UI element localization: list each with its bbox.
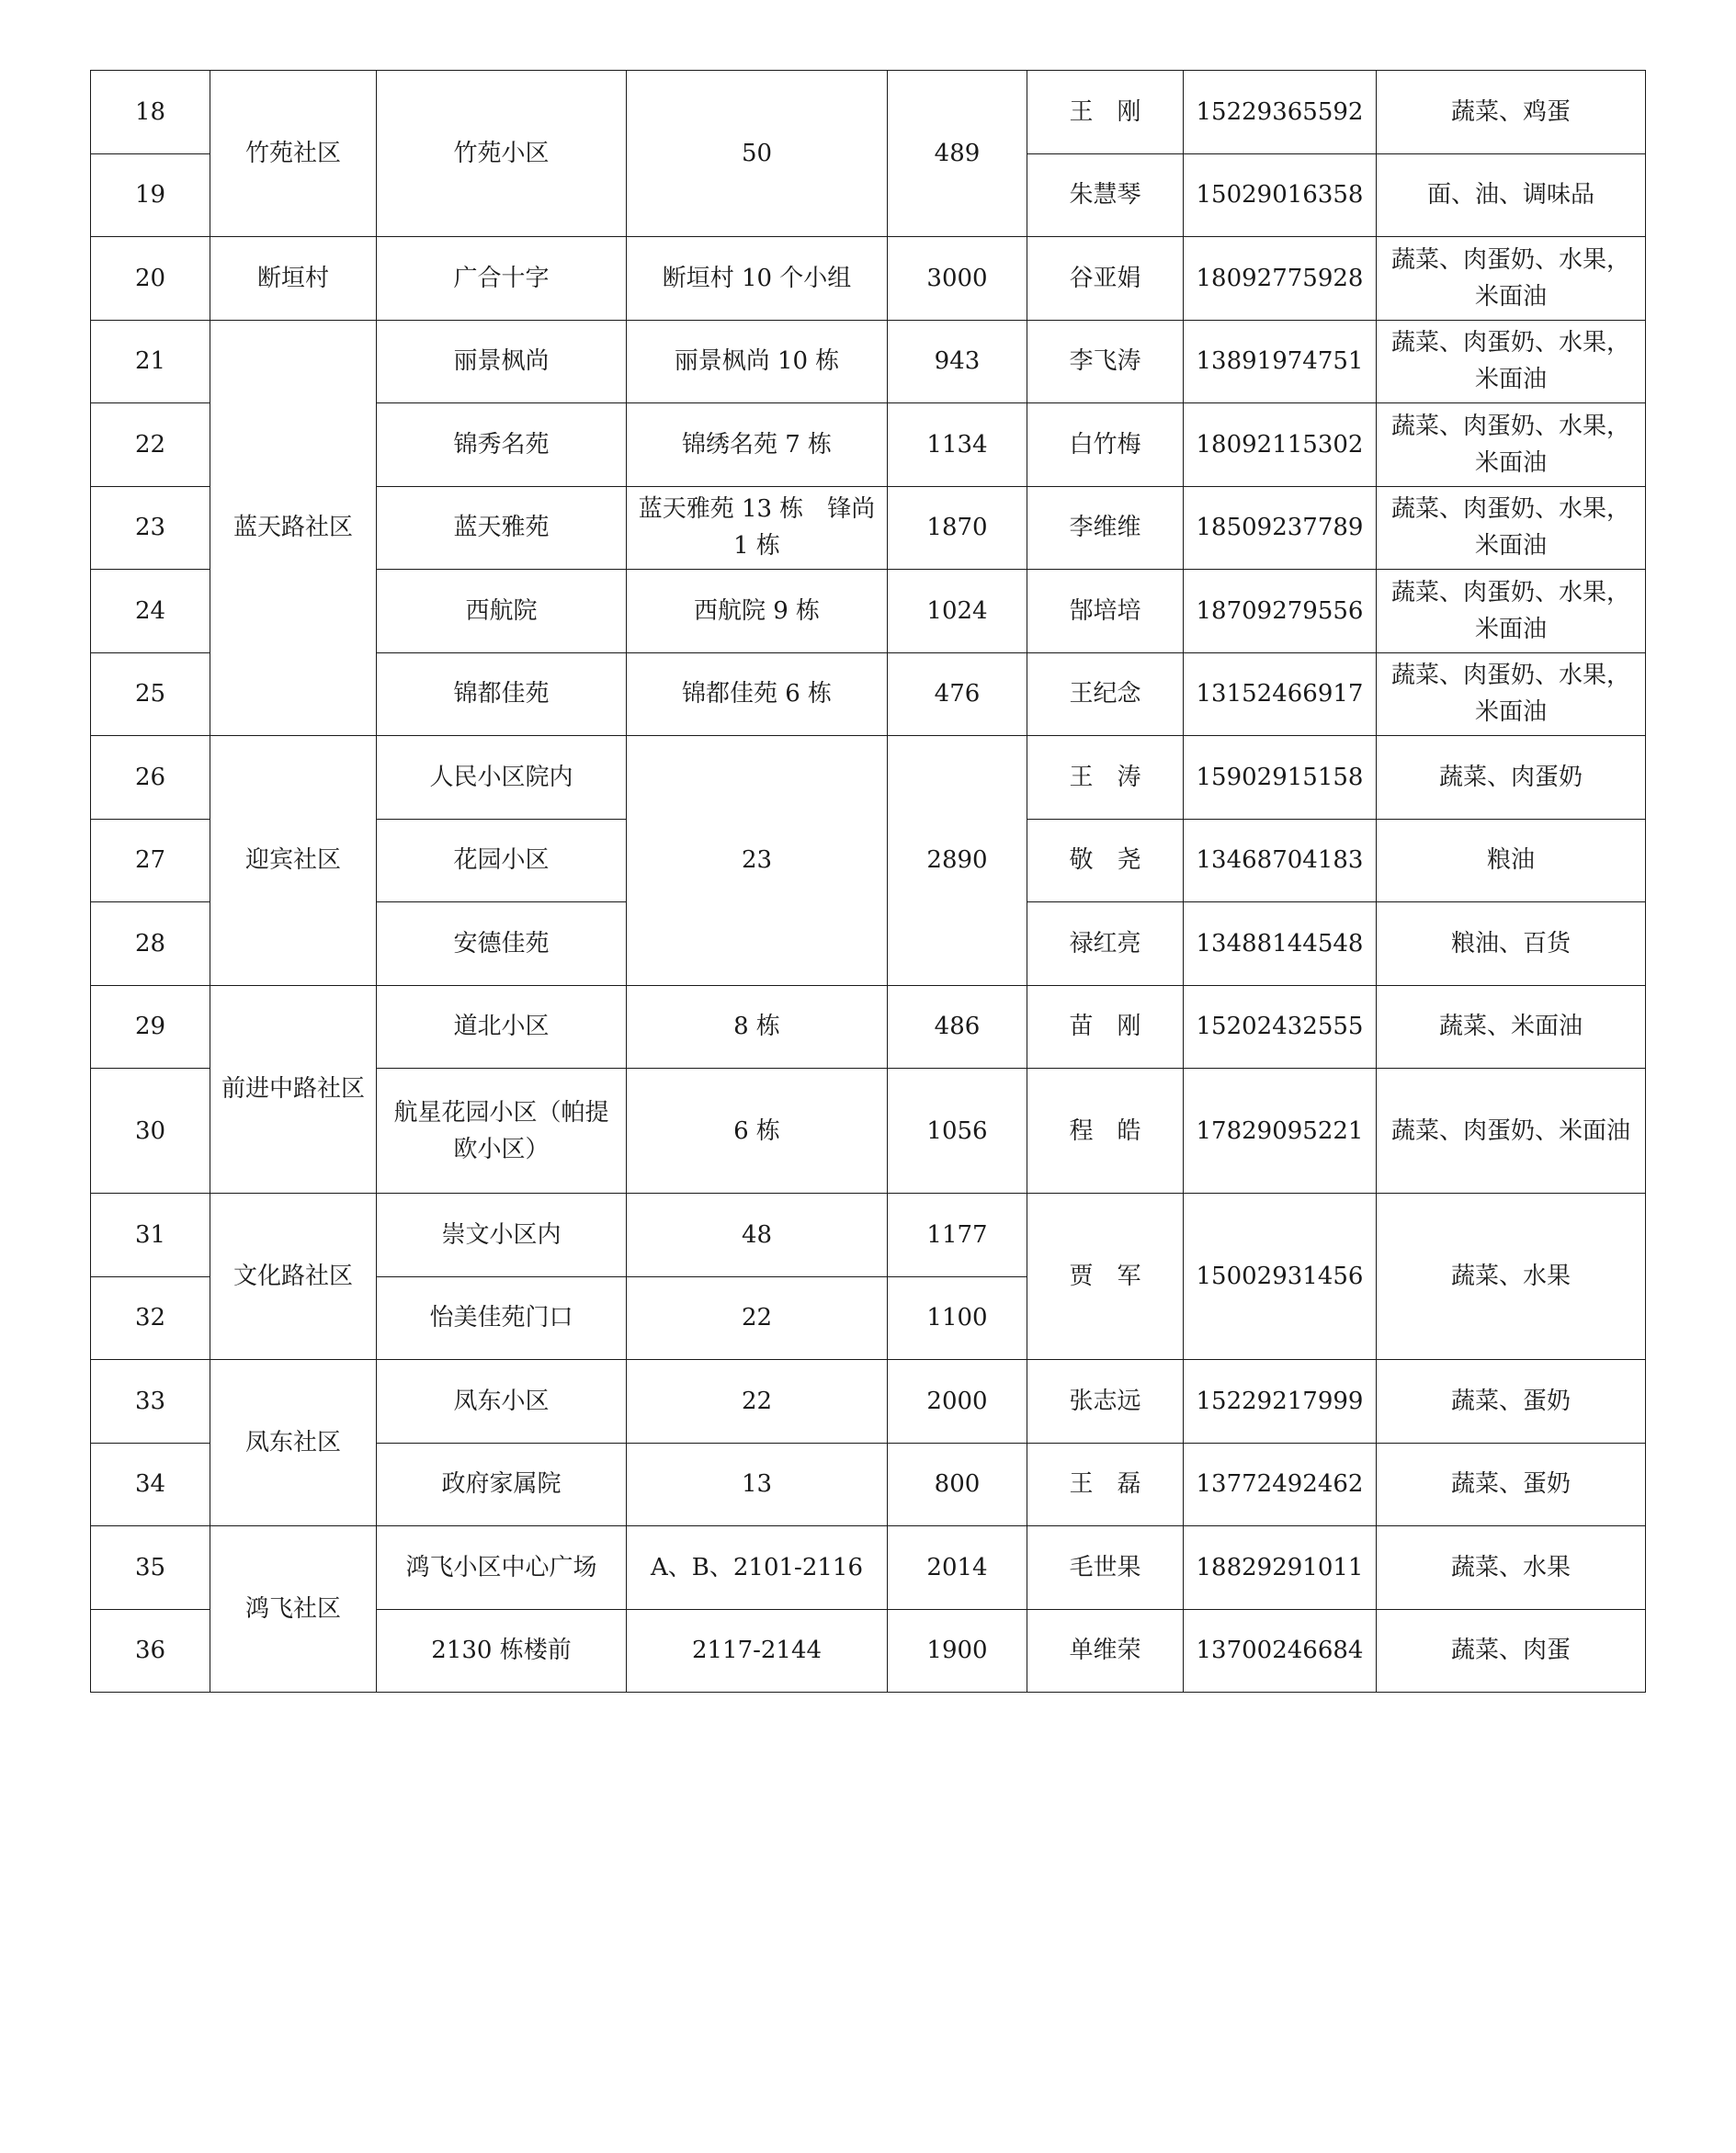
community-cell: 竹苑社区: [210, 71, 377, 237]
coverage-cell: 8 栋: [627, 985, 888, 1069]
phone-cell: 13152466917: [1184, 652, 1377, 736]
location-cell: 政府家属院: [377, 1443, 627, 1526]
households-cell: 2890: [888, 736, 1027, 986]
households-cell: 943: [888, 320, 1027, 403]
row-number: 28: [91, 902, 210, 986]
phone-cell: 15229217999: [1184, 1360, 1377, 1444]
contact-cell: 王纪念: [1027, 652, 1184, 736]
row-number: 32: [91, 1276, 210, 1360]
coverage-cell: A、B、2101-2116: [627, 1526, 888, 1610]
phone-cell: 18709279556: [1184, 570, 1377, 653]
location-cell: 凤东小区: [377, 1360, 627, 1444]
row-number: 18: [91, 71, 210, 154]
contact-cell: 程 皓: [1027, 1069, 1184, 1194]
households-cell: 1870: [888, 486, 1027, 570]
contact-cell: 单维荣: [1027, 1609, 1184, 1693]
row-number: 36: [91, 1609, 210, 1693]
phone-cell: 15029016358: [1184, 153, 1377, 237]
table-row: [91, 1194, 1646, 1277]
coverage-cell: 22: [627, 1360, 888, 1444]
location-cell: 道北小区: [377, 985, 627, 1069]
location-cell: 2130 栋楼前: [377, 1609, 627, 1693]
phone-cell: 13891974751: [1184, 320, 1377, 403]
supply-points-table: [90, 70, 1646, 1693]
phone-cell: 15902915158: [1184, 736, 1377, 820]
coverage-cell: 蓝天雅苑 13 栋 锋尚 1 栋: [627, 486, 888, 570]
contact-cell: 毛世果: [1027, 1526, 1184, 1610]
table-row: [91, 736, 1646, 820]
coverage-cell: 23: [627, 736, 888, 986]
coverage-cell: 22: [627, 1276, 888, 1360]
contact-cell: 敬 尧: [1027, 819, 1184, 902]
coverage-cell: 西航院 9 栋: [627, 570, 888, 653]
households-cell: 1024: [888, 570, 1027, 653]
goods-cell: 蔬菜、鸡蛋: [1377, 71, 1646, 154]
coverage-cell: 6 栋: [627, 1069, 888, 1194]
row-number: 23: [91, 486, 210, 570]
row-number: 33: [91, 1360, 210, 1444]
households-cell: 1134: [888, 403, 1027, 487]
row-number: 34: [91, 1443, 210, 1526]
goods-cell: 蔬菜、蛋奶: [1377, 1360, 1646, 1444]
contact-cell: 张志远: [1027, 1360, 1184, 1444]
phone-cell: 13700246684: [1184, 1609, 1377, 1693]
contact-cell: 王 磊: [1027, 1443, 1184, 1526]
goods-cell: 蔬菜、肉蛋奶、水果，米面油: [1377, 237, 1646, 321]
location-cell: 竹苑小区: [377, 71, 627, 237]
phone-cell: 15202432555: [1184, 985, 1377, 1069]
phone-cell: 15002931456: [1184, 1194, 1377, 1360]
goods-cell: 蔬菜、肉蛋奶、米面油: [1377, 1069, 1646, 1194]
coverage-cell: 丽景枫尚 10 栋: [627, 320, 888, 403]
households-cell: 1056: [888, 1069, 1027, 1194]
phone-cell: 15229365592: [1184, 71, 1377, 154]
location-cell: 锦都佳苑: [377, 652, 627, 736]
coverage-cell: 50: [627, 71, 888, 237]
table-row: [91, 237, 1646, 321]
table-row: [91, 985, 1646, 1069]
row-number: 27: [91, 819, 210, 902]
table-row: [91, 71, 1646, 154]
row-number: 26: [91, 736, 210, 820]
community-cell: 鸿飞社区: [210, 1526, 377, 1693]
households-cell: 476: [888, 652, 1027, 736]
contact-cell: 朱慧琴: [1027, 153, 1184, 237]
contact-cell: 李维维: [1027, 486, 1184, 570]
coverage-cell: 48: [627, 1194, 888, 1277]
community-cell: 迎宾社区: [210, 736, 377, 986]
community-cell: 前进中路社区: [210, 985, 377, 1194]
phone-cell: 13488144548: [1184, 902, 1377, 986]
location-cell: 鸿飞小区中心广场: [377, 1526, 627, 1610]
goods-cell: 蔬菜、蛋奶: [1377, 1443, 1646, 1526]
households-cell: 800: [888, 1443, 1027, 1526]
row-number: 30: [91, 1069, 210, 1194]
location-cell: 花园小区: [377, 819, 627, 902]
contact-cell: 李飞涛: [1027, 320, 1184, 403]
goods-cell: 蔬菜、肉蛋奶、水果，米面油: [1377, 570, 1646, 653]
goods-cell: 粮油、百货: [1377, 902, 1646, 986]
row-number: 19: [91, 153, 210, 237]
households-cell: 1177: [888, 1194, 1027, 1277]
location-cell: 安德佳苑: [377, 902, 627, 986]
table-row: [91, 1360, 1646, 1444]
row-number: 20: [91, 237, 210, 321]
goods-cell: 蔬菜、水果: [1377, 1526, 1646, 1610]
contact-cell: 王 涛: [1027, 736, 1184, 820]
goods-cell: 蔬菜、肉蛋奶、水果，米面油: [1377, 403, 1646, 487]
contact-cell: 白竹梅: [1027, 403, 1184, 487]
goods-cell: 蔬菜、米面油: [1377, 985, 1646, 1069]
households-cell: 2000: [888, 1360, 1027, 1444]
location-cell: 人民小区院内: [377, 736, 627, 820]
households-cell: 489: [888, 71, 1027, 237]
row-number: 31: [91, 1194, 210, 1277]
row-number: 29: [91, 985, 210, 1069]
goods-cell: 蔬菜、肉蛋奶、水果，米面油: [1377, 486, 1646, 570]
community-cell: 断垣村: [210, 237, 377, 321]
households-cell: 2014: [888, 1526, 1027, 1610]
phone-cell: 18509237789: [1184, 486, 1377, 570]
community-cell: 凤东社区: [210, 1360, 377, 1526]
contact-cell: 郜培培: [1027, 570, 1184, 653]
location-cell: 航星花园小区（帕提欧小区）: [377, 1069, 627, 1194]
contact-cell: 王 刚: [1027, 71, 1184, 154]
coverage-cell: 断垣村 10 个小组: [627, 237, 888, 321]
goods-cell: 蔬菜、肉蛋奶、水果，米面油: [1377, 320, 1646, 403]
community-cell: 文化路社区: [210, 1194, 377, 1360]
goods-cell: 蔬菜、水果: [1377, 1194, 1646, 1360]
location-cell: 西航院: [377, 570, 627, 653]
phone-cell: 17829095221: [1184, 1069, 1377, 1194]
row-number: 21: [91, 320, 210, 403]
goods-cell: 蔬菜、肉蛋: [1377, 1609, 1646, 1693]
row-number: 22: [91, 403, 210, 487]
phone-cell: 18092115302: [1184, 403, 1377, 487]
coverage-cell: 锦绣名苑 7 栋: [627, 403, 888, 487]
coverage-cell: 锦都佳苑 6 栋: [627, 652, 888, 736]
location-cell: 锦秀名苑: [377, 403, 627, 487]
row-number: 25: [91, 652, 210, 736]
goods-cell: 粮油: [1377, 819, 1646, 902]
goods-cell: 蔬菜、肉蛋奶: [1377, 736, 1646, 820]
households-cell: 3000: [888, 237, 1027, 321]
table-row: [91, 1526, 1646, 1610]
contact-cell: 贾 军: [1027, 1194, 1184, 1360]
table-row: [91, 320, 1646, 403]
households-cell: 486: [888, 985, 1027, 1069]
location-cell: 蓝天雅苑: [377, 486, 627, 570]
contact-cell: 禄红亮: [1027, 902, 1184, 986]
contact-cell: 苗 刚: [1027, 985, 1184, 1069]
phone-cell: 13772492462: [1184, 1443, 1377, 1526]
row-number: 24: [91, 570, 210, 653]
location-cell: 怡美佳苑门口: [377, 1276, 627, 1360]
location-cell: 崇文小区内: [377, 1194, 627, 1277]
households-cell: 1900: [888, 1609, 1027, 1693]
phone-cell: 13468704183: [1184, 819, 1377, 902]
phone-cell: 18829291011: [1184, 1526, 1377, 1610]
location-cell: 广合十字: [377, 237, 627, 321]
community-cell: 蓝天路社区: [210, 320, 377, 736]
goods-cell: 蔬菜、肉蛋奶、水果，米面油: [1377, 652, 1646, 736]
households-cell: 1100: [888, 1276, 1027, 1360]
location-cell: 丽景枫尚: [377, 320, 627, 403]
phone-cell: 18092775928: [1184, 237, 1377, 321]
row-number: 35: [91, 1526, 210, 1610]
contact-cell: 谷亚娟: [1027, 237, 1184, 321]
coverage-cell: 13: [627, 1443, 888, 1526]
coverage-cell: 2117-2144: [627, 1609, 888, 1693]
goods-cell: 面、油、调味品: [1377, 153, 1646, 237]
